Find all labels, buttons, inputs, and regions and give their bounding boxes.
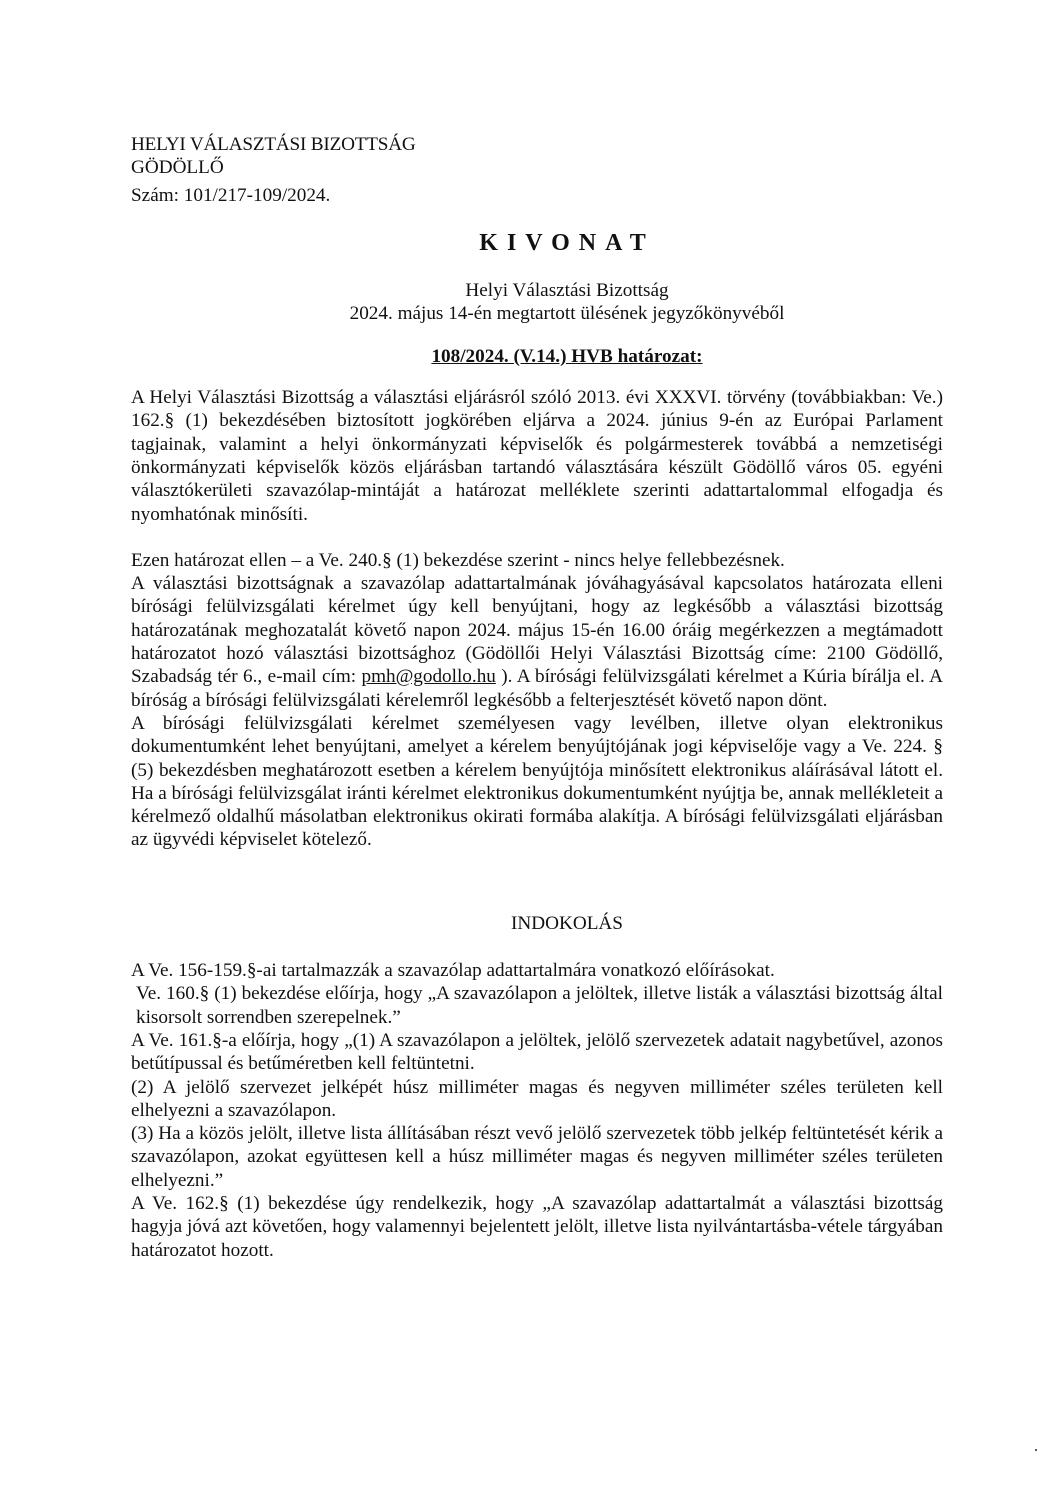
judicial-review-text-continued: ). A bírósági felülvizsgálati kérelmet a Kúria bírálja el. A bíróság a bírósági felülvizsgálati kérelemről legkésőbb a felterjesztését követő napon dönt. [131, 666, 943, 711]
no-appeal-paragraph: Ezen határozat ellen – a Ve. 240.§ (1) bekezdése szerint - nincs helye fellebbezésnek. [131, 549, 785, 571]
justification-line: Ve. 160.§ (1) bekezdése előírja, hogy „A szavazólapon a jelöltek, illetve listák a választási bizottság által kisorsolt sorrendben szerepelnek.” [136, 983, 943, 1028]
document-content [131, 133, 943, 1262]
justification-line: (3) Ha a közös jelölt, illetve lista állításában részt vevő jelölő szervezetek több jelkép feltüntetését kérik a szavazólapon, azokat együttesen kell a húsz milliméter magas és negyven milliméter széles területen elhelyezni.” [131, 1123, 943, 1191]
document-header [131, 133, 943, 207]
subtitle-committee: Helyi Választási Bizottság [465, 280, 669, 302]
justification-line: A Ve. 162.§ (1) bekezdése úgy rendelkezik, hogy „A szavazólap adattartalmát a választási bizottság hagyja jóvá azt követően, hogy valamennyi bejelentett jelölt, illetve lista nyilvántartásba-vétele tárgyában határozatot hozott. [131, 1192, 943, 1261]
scan-artifact [1035, 1449, 1037, 1451]
justification-heading: INDOKOLÁS [511, 912, 623, 934]
submission-paragraph: A bírósági felülvizsgálati kérelmet személyesen vagy levélben, illetve olyan elektronikus dokumentumként lehet benyújtani, amelyet a kérelem benyújtójának jogi képviselője vagy a Ve. 224. § (5) bekezdésben meghatározott esetben a kérelem benyújtója minősített elektronikus aláírásával látott el. Ha a bírósági felülvizsgálat iránti kérelmet elektronikus dokumentumként nyújtja be, annak mellékleteit a kérelmező oldalhű másolatban elektronikus okirati formába alakítja. A bírósági felülvizsgálati eljárásban az ügyvédi képviselet kötelező. [131, 712, 943, 851]
document-number: Szám: 101/217-109/2024. [131, 184, 331, 206]
email-link[interactable]: pmh@godollo.hu [361, 666, 496, 688]
justification-line: (2) A jelölő szervezet jelképét húsz milliméter magas és negyven milliméter széles területen kell elhelyezni a szavazólapon. [131, 1076, 943, 1121]
justification-line: A Ve. 161.§-a előírja, hogy „(1) A szavazólapon a jelöltek, jelölő szervezetek adatait nagybetűvel, azonos betűtípussal és betűméretben kell feltüntetni. [131, 1029, 943, 1075]
organization-name: HELYI VÁLASZTÁSI BIZOTTSÁG [131, 134, 416, 155]
city-name: GÖDÖLLŐ [131, 157, 224, 179]
judicial-review-paragraph [131, 572, 943, 712]
judicial-review-text: A választási bizottságnak a szavazólap adattartalmának jóváhagyásával kapcsolatos határozata elleni bírósági felülvizsgálati kérelmet úgy kell benyújtani, hogy az legkésőbb a választási bizottság határozatának meghozatalát követő napon 2024. május 15-én 16.00 óráig megérkezzen a megtámadott határozatot hozó választási bizottsághoz (Gödöllői Helyi Választási Bizottság címe: 2100 Gödöllő, Szabadság tér 6., e-mail cím: [131, 573, 943, 688]
decision-id: 108/2024. (V.14.) HVB határozat: [431, 345, 703, 367]
decision-body: A Helyi Választási Bizottság a választási eljárásról szóló 2013. évi XXXVI. törvény (továbbiakban: Ve.) 162.§ (1) bekezdésében biztosított jogkörében eljárva a 2024. június 9-én az Európai Parlament tagjainak, valamint a helyi önkormányzati képviselők és polgármesterek továbbá a nemzetiségi önkormányzati képviselők közös eljárásban tartandó választására készült Gödöllő város 05. egyéni választókerületi szavazólap-mintáját a határozat melléklete szerinti adattartalommal elfogadja és nyomhatónak minősíti. [131, 387, 943, 525]
document-title: KIVONAT [479, 229, 655, 256]
justification-line: A Ve. 156-159.§-ai tartalmazzák a szavazólap adattartalmára vonatkozó előírásokat. [131, 960, 775, 982]
document-subtitle [131, 279, 943, 326]
subtitle-meeting: 2024. május 14-én megtartott ülésének jegyzőkönyvéből [349, 303, 785, 325]
